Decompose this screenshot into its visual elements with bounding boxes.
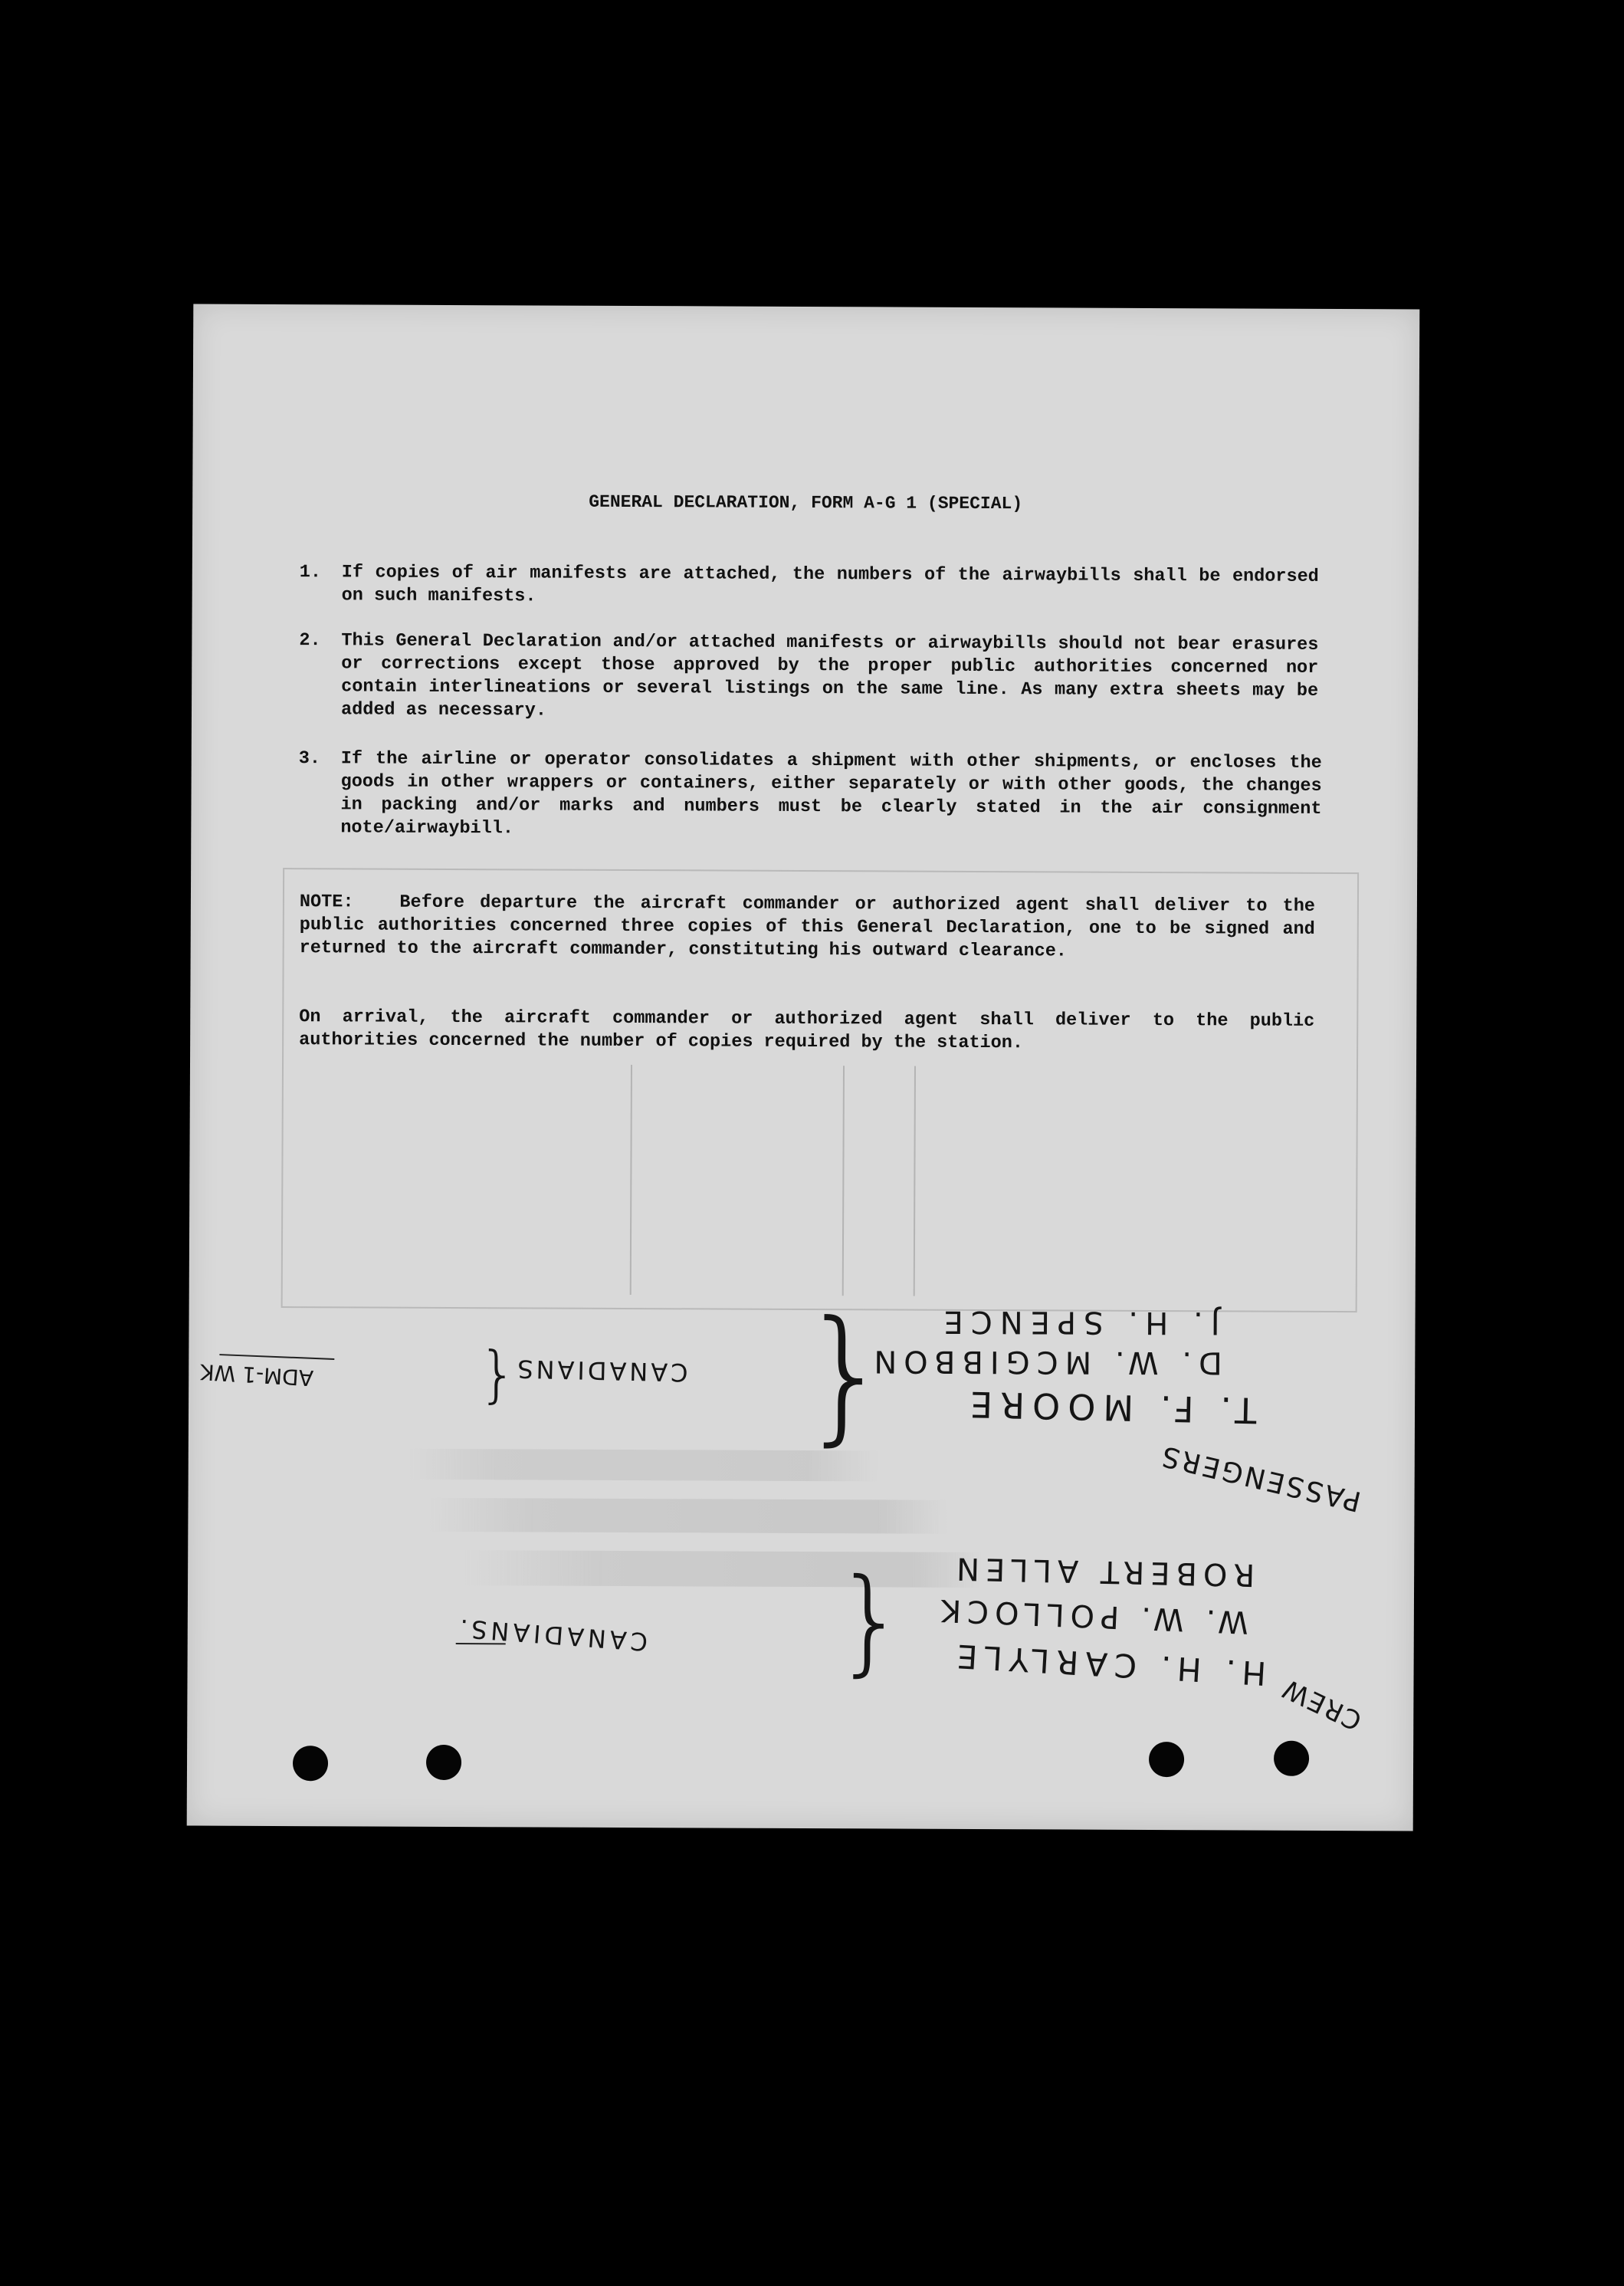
handwritten-passenger: J. H. SPENCE xyxy=(936,1303,1220,1341)
instruction-item xyxy=(298,747,1322,844)
instruction-item xyxy=(300,561,1319,612)
punch-hole xyxy=(1274,1741,1309,1776)
handwritten-crew: ROBERT ALLEN xyxy=(950,1550,1255,1593)
item-number: 1. xyxy=(299,562,322,583)
document-page xyxy=(187,304,1420,1831)
handwritten-crew: W. W. POLLOCK xyxy=(934,1591,1249,1640)
item-number: 3. xyxy=(298,748,321,770)
bleed-through xyxy=(326,1439,1016,1588)
page-title: GENERAL DECLARATION, FORM A-G 1 (SPECIAL) xyxy=(589,491,1023,514)
punch-hole xyxy=(426,1745,461,1780)
handwritten-stroke xyxy=(456,1643,506,1644)
handwritten-group: CANADIANS. xyxy=(454,1613,649,1657)
item-text: If the airline or operator consolidates a shipment with other shipments, or encloses the goods in other wrappers or containers, either separately or with other goods, the changes in packing and/or marks and numbers must be clearly stated in the air consignment note/airwaybill. xyxy=(340,748,1322,839)
handwritten-annotation: ADM-1 WK xyxy=(199,1358,314,1391)
handwritten-passenger: T. F. MOORE xyxy=(962,1383,1257,1431)
handwritten-group: CANADIANS xyxy=(513,1354,688,1388)
handwritten-stroke xyxy=(219,1354,334,1360)
handwritten-brace: { xyxy=(793,1302,887,1473)
note-label: NOTE: xyxy=(299,892,354,913)
instruction-item xyxy=(299,629,1319,726)
handwritten-passenger: D. W. MCGIBBON xyxy=(867,1343,1222,1381)
handwritten-label: PASSENGERS xyxy=(1156,1439,1364,1517)
arrival-paragraph: On arrival, the aircraft commander or authorized agent shall deliver to the public authorities concerned the number of copies required by the station. xyxy=(299,1007,1315,1054)
handwritten-brace: { xyxy=(829,1564,904,1698)
note-text: Before departure the aircraft commander or authorized agent shall deliver to the public authorities concerned three copies of this General Declaration, one to be signed and returned to the aircraft commander, constituting his outward clearance. xyxy=(299,892,1315,962)
note-paragraph xyxy=(300,891,1315,964)
punch-hole xyxy=(293,1746,328,1781)
handwritten-label: CREW xyxy=(1277,1672,1367,1736)
item-text: This General Declaration and/or attached manifests or airwaybills should not bear erasures or corrections except those approved by the proper public authorities concerned nor contain interlineations or several listings on the same line. As many extra sheets may be added as necessary. xyxy=(340,630,1319,721)
item-number: 2. xyxy=(299,630,321,652)
handwritten-crew: H. H. CARLYLE xyxy=(949,1637,1268,1693)
item-text: If copies of air manifests are attached, the numbers of the airwaybills shall be endorsed on such manifests. xyxy=(341,562,1319,607)
handwritten-brace: { xyxy=(476,1344,516,1416)
punch-hole xyxy=(1149,1742,1184,1777)
